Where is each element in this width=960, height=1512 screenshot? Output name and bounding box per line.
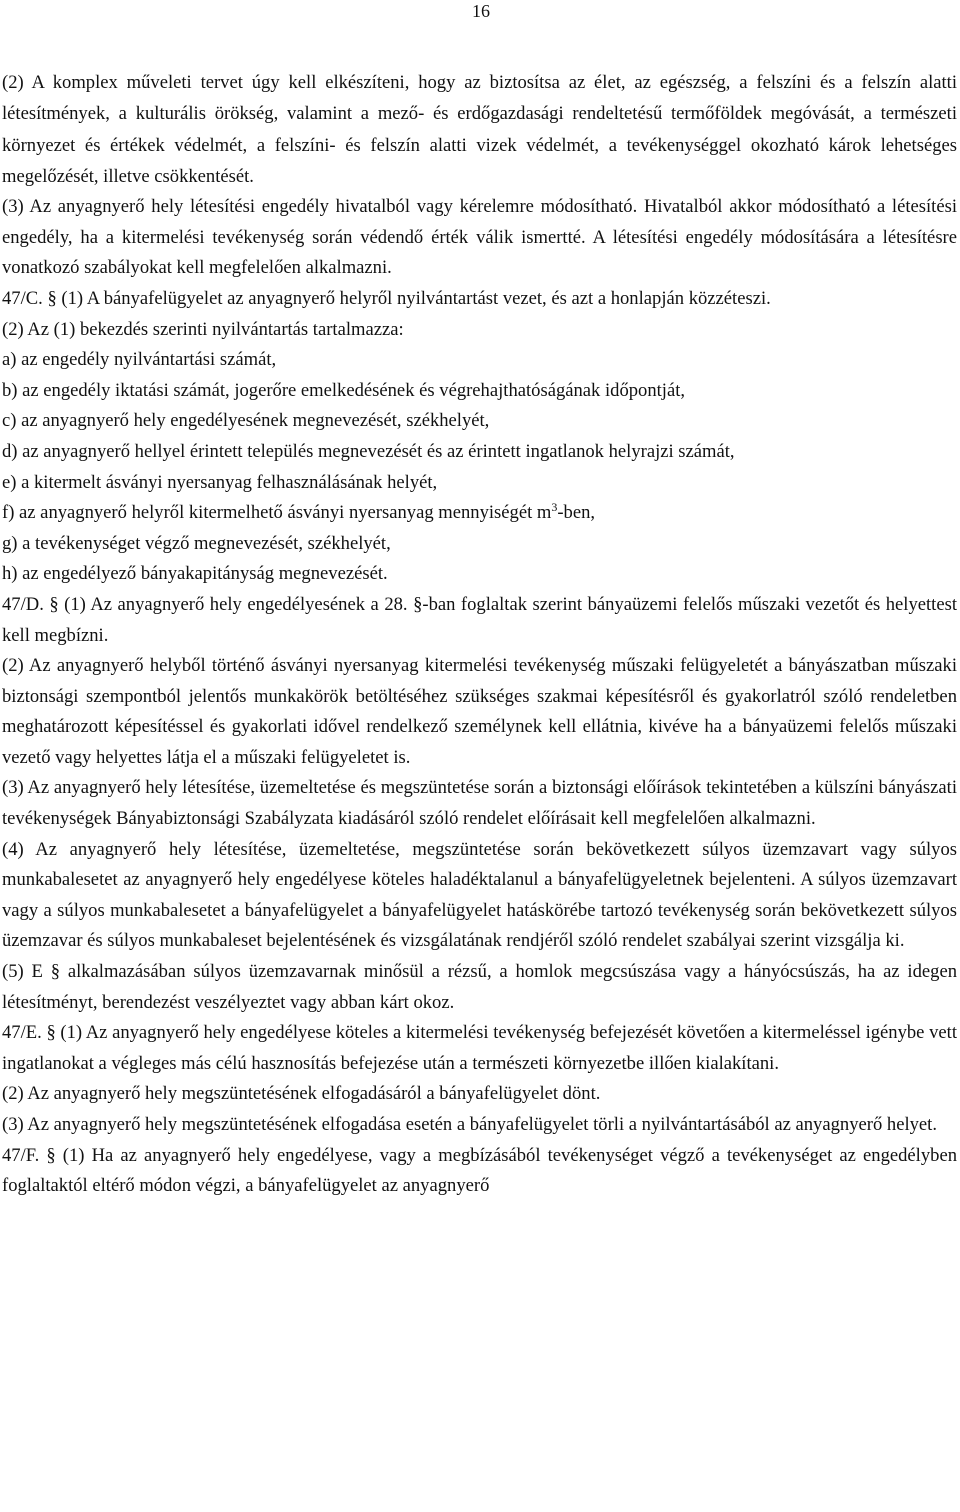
paragraph-47f-1: 47/F. § (1) Ha az anyagnyerő hely engedélyese, vagy a megbízásából tevékenységet végző a tevékenységet az engedélyben foglaltaktól eltérő módon végzi, a bányafelügyelet az anyagnyerő [2, 1144, 957, 1197]
paragraph-47b-3: (3) Az anyagnyerő hely létesítési engedély hivatalból vagy kérelemre módosítható. Hivatalból akkor módosítható a létesítési engedély, ha a kitermelési tevékenység során védendő érték válik ismertté. A létesítési engedély módosítására a létesítésre vonatkozó szabályokat kell megfelelően alkalmazni. [2, 196, 957, 279]
document-body [2, 67, 957, 1202]
list-item-b: b) az engedély iktatási számát, jogerőre emelkedésének és végrehajthatóságának időpontját, [2, 379, 686, 401]
list-item-f [2, 498, 957, 529]
superscript-3: 3 [551, 500, 558, 515]
paragraph-47d-5: (5) E § alkalmazásában súlyos üzemzavarnak minősül a rézsű, a homlok megcsúszása vagy a hányócsúszás, ha az idegen létesítményt, berendezést veszélyeztet vagy abban kárt okoz. [2, 961, 957, 1013]
paragraph-47e-3: (3) Az anyagnyerő hely megszüntetésének elfogadása esetén a bányafelügyelet törli a nyilvántartásából az anyagnyerő helyet. [2, 1114, 937, 1135]
paragraph-47d-4: (4) Az anyagnyerő hely létesítése, üzemeltetése, megszüntetése során bekövetkezett súlyos üzemzavart vagy súlyos munkabalesetet az anyagnyerő hely engedélyese köteles haladéktalanul a bányafelügyeletnek bejelenteni. A súlyos üzemzavart vagy a súlyos munkabalesetet a bányafelügyelet a bányafelügyelet hatáskörébe tartozó tevékenység során bekövetkezett súlyos üzemzavar és súlyos munkabaleset bejelentésének és vizsgálatának rendjéről szóló rendelet szabályai szerint vizsgálja ki. [2, 838, 957, 952]
list-item-c: c) az anyagnyerő hely engedélyesének megnevezését, székhelyét, [2, 410, 490, 432]
paragraph-47b-2: (2) A komplex műveleti tervet úgy kell elkészíteni, hogy az biztosítsa az élet, az egészség, a felszíni és a felszín alatti létesítmények, a kulturális örökség, valamint a mező- és erdőgazdasági rendeltetésű termőföldek megóvását, a természeti környezet és értékek védelmét, a felszíni- és felszín alatti vizek védelmét, a tevékenységgel okozható károk lehetséges megelőzését, illetve csökkentését. [2, 72, 957, 187]
page-number: 16 [472, 1, 490, 21]
list-item-h: h) az engedélyező bányakapitányság megnevezését. [2, 563, 388, 585]
paragraph-47e-2: (2) Az anyagnyerő hely megszüntetésének elfogadásáról a bányafelügyelet dönt. [2, 1083, 601, 1105]
paragraph-47e-1: 47/E. § (1) Az anyagnyerő hely engedélyese köteles a kitermelési tevékenység befejezését követően a kitermeléssel igénybe vett ingatlanokat a végleges más célú hasznosítás befejezése után a természeti környezetbe illően kialakítani. [2, 1022, 957, 1074]
list-item-g: g) a tevékenységet végző megnevezését, székhelyét, [2, 532, 391, 554]
paragraph-47d-2: (2) Az anyagnyerő helyből történő ásványi nyersanyag kitermelési tevékenység műszaki felügyeletét a bányászatban műszaki biztonsági szempontból jelentős munkakörök betöltéséhez szükséges szakmai képesítésről és gyakorlatról szóló rendeletben meghatározott képesítéssel és gyakorlati idővel rendelkező személynek kell ellátnia, kivéve ha a bányaüzemi felelős műszaki vezető vagy helyettes látja el a műszaki felügyeletet is. [2, 655, 957, 768]
list-item-e: e) a kitermelt ásványi nyersanyag felhasználásának helyét, [2, 471, 438, 493]
list-item-f-suffix: -ben, [557, 502, 596, 524]
paragraph-47c-2: (2) Az (1) bekezdés szerinti nyilvántartás tartalmazza: [2, 318, 404, 340]
list-item-d: d) az anyagnyerő hellyel érintett település megnevezését és az érintett ingatlanok helyrajzi számát, [2, 440, 735, 462]
list-item-a: a) az engedély nyilvántartási számát, [2, 349, 277, 371]
paragraph-47c-1: 47/C. § (1) A bányafelügyelet az anyagnyerő helyről nyilvántartást vezet, és azt a honlapján közzéteszi. [2, 287, 771, 309]
list-item-f-text: f) az anyagnyerő helyről kitermelhető ásványi nyersanyag mennyiségét m [2, 502, 552, 524]
paragraph-47d-3: (3) Az anyagnyerő hely létesítése, üzemeltetése és megszüntetése során a biztonsági előírások tekintetében a külszíni bányászati tevékenységek Bányabiztonsági Szabályzata kiadásáról szóló rendelet előírásait kell megfelelően alkalmazni. [2, 777, 957, 830]
paragraph-47d-1: 47/D. § (1) Az anyagnyerő hely engedélyesének a 28. §-ban foglaltak szerint bányaüzemi felelős műszaki vezetőt és helyettest kell megbízni. [2, 593, 957, 646]
